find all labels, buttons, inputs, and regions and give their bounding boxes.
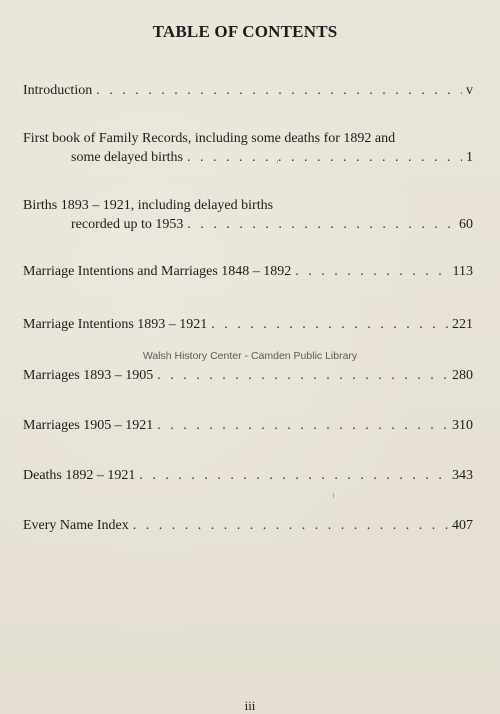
toc-entry-label: Deaths 1892 – 1921	[23, 468, 136, 483]
toc-entry-births	[23, 196, 473, 234]
toc-entry-label: Marriages 1893 – 1905	[23, 368, 154, 383]
toc-entry-label: Marriage Intentions 1893 – 1921	[23, 317, 208, 332]
dot-leader	[211, 315, 448, 334]
dot-leader	[139, 466, 448, 485]
dot-leader	[157, 366, 448, 385]
dot-leader	[133, 516, 448, 535]
toc-page-number: 1	[466, 150, 473, 165]
dot-leader	[96, 81, 462, 100]
toc-page-number: 343	[452, 468, 473, 483]
toc-page-number: 310	[452, 418, 473, 433]
toc-entry-marriages-1905-1921	[23, 416, 473, 435]
toc-entry-label-continued: recorded up to 1953	[71, 217, 184, 232]
toc-line	[23, 215, 473, 234]
toc-page-number: 407	[452, 518, 473, 533]
toc-line	[23, 262, 473, 281]
toc-entry-label: Marriage Intentions and Marriages 1848 – 1892	[23, 264, 292, 279]
toc-entry-label: First book of Family Records, including some deaths for 1892 and	[23, 131, 396, 146]
toc-entry-label: Introduction	[23, 83, 93, 98]
toc-entry-every-name-index	[23, 516, 473, 535]
dot-leader	[295, 262, 448, 281]
toc-page-number: 280	[452, 368, 473, 383]
toc-line	[23, 416, 473, 435]
toc-page-number: 60	[459, 217, 473, 232]
toc-entry-deaths	[23, 466, 473, 485]
toc-line	[23, 466, 473, 485]
toc-entry-introduction	[23, 81, 473, 100]
toc-entry-marriage-intentions	[23, 315, 473, 334]
toc-page-number: v	[466, 83, 473, 98]
dot-leader	[157, 416, 448, 435]
dot-leader	[187, 148, 462, 167]
toc-entry-marriages-1848-1892	[23, 262, 473, 281]
toc-page-number: 113	[452, 264, 473, 279]
toc-line	[23, 315, 473, 334]
toc-line	[23, 81, 473, 100]
toc-entry-family-records	[23, 129, 473, 167]
toc-entry-label-continued: some delayed births	[71, 150, 183, 165]
page-folio-number: iii	[244, 698, 256, 713]
toc-entry-marriages-1893-1905	[23, 366, 473, 385]
toc-entry-label: Every Name Index	[23, 518, 129, 533]
toc-line	[23, 516, 473, 535]
library-watermark: Walsh History Center - Camden Public Library	[142, 350, 358, 362]
toc-line	[23, 148, 473, 167]
paper-speck	[277, 160, 278, 163]
toc-line	[23, 366, 473, 385]
toc-line	[23, 129, 473, 148]
toc-entry-label: Births 1893 – 1921, including delayed births	[23, 198, 274, 213]
dot-leader	[187, 215, 455, 234]
toc-page-number: 221	[452, 317, 473, 332]
paper-speck	[333, 493, 334, 498]
page-title: TABLE OF CONTENTS	[152, 22, 338, 41]
toc-entry-label: Marriages 1905 – 1921	[23, 418, 154, 433]
toc-line	[23, 196, 473, 215]
